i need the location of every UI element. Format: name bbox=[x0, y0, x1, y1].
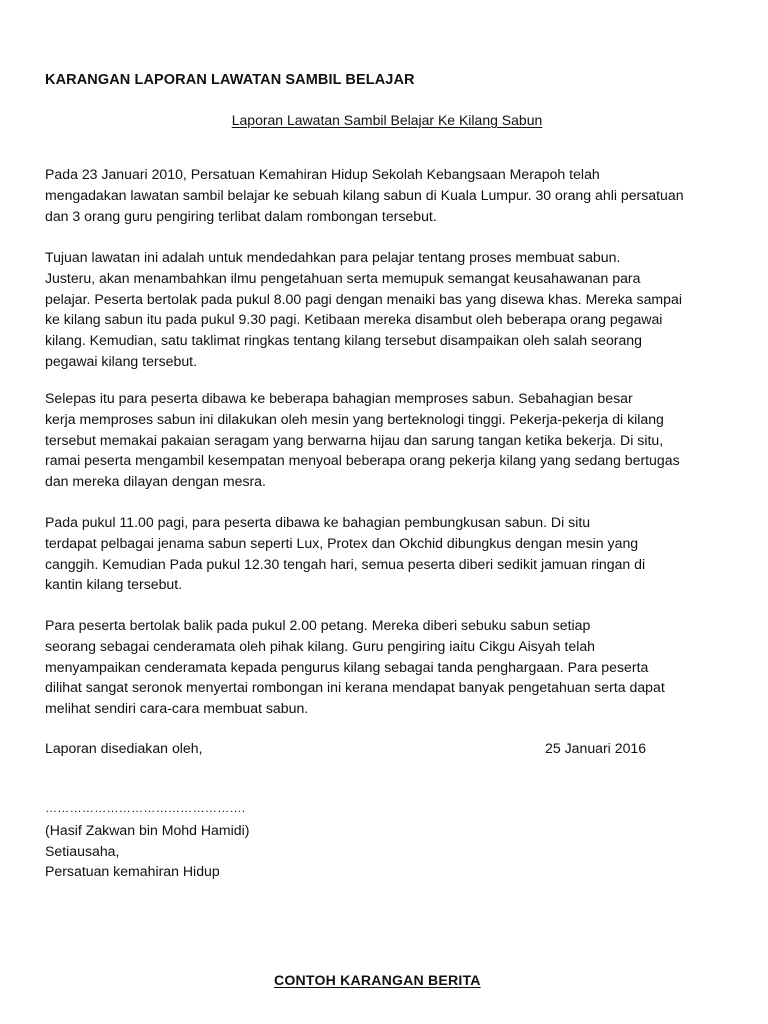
document-heading: KARANGAN LAPORAN LAWATAN SAMBIL BELAJAR bbox=[45, 72, 415, 88]
report-date: 25 Januari 2016 bbox=[545, 740, 647, 756]
paragraph-processing: Selepas itu para peserta dibawa ke beberapa bahagian memproses sabun. Sebahagian besar kerja memproses sabun ini dilakukan oleh mesin yang berteknologi tinggi. Pekerja-pekerja di kilang tersebut memakai pakaian seragam yang berwarna hijau dan sarung tangan ketika bekerja. Di situ, ramai peserta mengambil kesempatan menyoal beberapa orang pekerja kilang yang sedang bertugas dan mereka dilayan dengan mesra. bbox=[45, 390, 680, 490]
next-section-title: CONTOH KARANGAN BERITA bbox=[274, 972, 481, 988]
signature-line: …………………………………………. bbox=[45, 801, 246, 815]
paragraph-introduction: Pada 23 Januari 2010, Persatuan Kemahiran Hidup Sekolah Kebangsaan Merapoh telah mengadakan lawatan sambil belajar ke sebuah kilang sabun di Kuala Lumpur. 30 orang ahli persatuan dan 3 orang guru pengiring terlibat dalam rombongan tersebut. bbox=[45, 166, 684, 224]
signer-organization: Persatuan kemahiran Hidup bbox=[45, 863, 220, 879]
signer-name: (Hasif Zakwan bin Mohd Hamidi) bbox=[45, 822, 250, 838]
paragraph-purpose: Tujuan lawatan ini adalah untuk mendedahkan para pelajar tentang proses membuat sabun. Justeru, akan menambahkan ilmu pengetahuan serta memupuk semangat keusahawanan para pelajar. Peserta bertolak pada pukul 8.00 pagi dengan menaiki bas yang disewa khas. Mereka sampai ke kilang sabun itu pada pukul 9.30 pagi. Ketibaan mereka disambut oleh beberapa orang pegawai kilang. Kemudian, satu taklimat ringkas tentang kilang tersebut disampaikan oleh salah seorang pegawai kilang tersebut. bbox=[45, 249, 682, 369]
signer-position: Setiausaha, bbox=[45, 843, 120, 859]
paragraph-packaging: Pada pukul 11.00 pagi, para peserta dibawa ke bahagian pembungkusan sabun. Di situ terdapat pelbagai jenama sabun seperti Lux, Protex dan Okchid dibungkus dengan mesin yang canggih. Kemudian Pada pukul 12.30 tengah hari, semua peserta diberi sedikit jamuan ringan di kantin kilang tersebut. bbox=[45, 514, 646, 593]
report-title: Laporan Lawatan Sambil Belajar Ke Kilang Sabun bbox=[231, 112, 543, 128]
prepared-by-label: Laporan disediakan oleh, bbox=[45, 740, 203, 756]
paragraph-return: Para peserta bertolak balik pada pukul 2.00 petang. Mereka diberi sebuku sabun setiap seorang sebagai cenderamata oleh pihak kilang. Guru pengiring iaitu Cikgu Aisyah telah menyampaikan cenderamata kepada pengurus kilang sebagai tanda penghargaan. Para peserta dilihat sangat seronok menyertai rombongan ini kerana mendapat banyak pengetahuan serta dapat melihat sendiri cara-cara membuat sabun. bbox=[45, 617, 665, 717]
